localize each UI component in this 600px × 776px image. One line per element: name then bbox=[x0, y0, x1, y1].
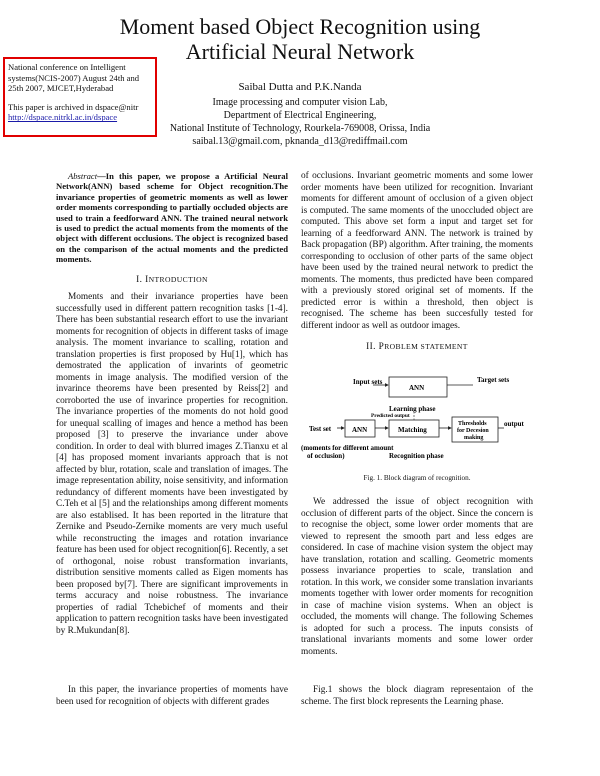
section-1-title-rest: NTRODUCTION bbox=[148, 274, 208, 284]
dspace-link[interactable]: http://dspace.nitrkl.ac.in/dspace bbox=[8, 112, 118, 123]
diagram-ann-label: ANN bbox=[409, 384, 425, 392]
author-block bbox=[150, 81, 450, 148]
diagram-output-label: output bbox=[504, 420, 524, 428]
section-1-paragraph-2: In this paper, the invariance properties of moments have been used for recognition of objects with different grades bbox=[56, 685, 288, 707]
section-2-heading bbox=[301, 341, 533, 354]
title-line-1: Moment based Object Recognition using bbox=[119, 14, 481, 39]
section-2-para-text: We addressed the issue of object recognition with occlusion of different parts of the object. Since the concern is to recognise the object, some lower order moments that are viewed to represent the smooth part and less edges are considered. In case of machine vision system the object may have translation, rotation and scalling. Geometric moments possess invariance properties to scale, translation and rotation. In this work, we consider some translation invariants moments together with lower order moments for recognition in case of machine vision systems. When an object is occluded, the moments will change. The following Schemes is adopted for such a process. The inputs consists of translational invariants moments and some lower order moments. bbox=[301, 497, 533, 657]
diagram-recognition-phase-label: Recognition phase bbox=[389, 452, 444, 460]
diagram-matching-label: Matching bbox=[398, 426, 427, 434]
abstract-label: Abstract bbox=[68, 171, 98, 181]
section-1-paragraph: Moments and their invariance properties have been successfully used in different pattern recognition tasks [1-4]. There has been substantial research effort to use the invariant moments for recognition of objects in different tasks of image analysis. The moment invariance to scalling, rotation and translation properties is first proposed by Hu[1], which has demostrated the application of invarints of geometric moments in image analysis. The modified version of the invarince theorems have been presented by Reiss[2] and corroborted the use of invarince properties for recognition. The invariance properties of the moments do not hold good for unequal scalling of images and hence a method has been proposed [3] to preserve the invariance under above condition. In order to deal with blurred images Z.Tianxu et al [4] has proposed moment invariants approach that is not affected by blur, rotation, scale and translation of images. The image representation ability, noise sensitivity, and information redundancy of different moments have been investigated by C.Teh et al [5] and the relationships among different moments are also establised. It has been reported in the litrature that Zernike and Pseudo-Zernike moments are very much useful while reconstructing the images and rotation invariance feature has been used for object recognition[6]. Recently, a set of orthogonal, noise robust transformation invariants, distribution sensitive moments called as Eigen moments has been proposed by[7]. There are significant improvements in terms accuracy and noise robustness. The invariance properties of radial Tchebichef of moments and their application to pattern recognition tasks have been investigated by R.Mukundan[8]. bbox=[56, 292, 288, 636]
block-diagram bbox=[301, 370, 533, 470]
diagram-thresholds-label: Thresholds bbox=[458, 421, 487, 427]
section-2-title-rest: ROBLEM STATEMENT bbox=[384, 342, 468, 351]
section-1-heading bbox=[56, 274, 288, 287]
note-line-1: National conference on Intelligent bbox=[8, 62, 126, 72]
diagram-moments-label-1: (moments for different amount bbox=[301, 444, 394, 452]
right-intro-paragraph: of occlusions. Invariant geometric moments and some lower order moments have been utilized for recognition. Invariant moments for different amount of occlusion of a given object is computed. The same moments of the unoccluded object are computed. This above set form a input and target set for learning of a feedforward ANN. The network is trained by Back propagation (BP) algorithm. After training, the moments corresponding to occlusion of other parts of the same object have been used by the trained neural network to predict the moments. The moments, thus predicted have been compared with a previously stored original set of moments. If the predicted error is within a threshold, then object is recognised. The scheme has been succesfully tested for different indoor as well as outdoor images. bbox=[301, 171, 533, 331]
author-dept: Department of Electrical Engineering, bbox=[223, 110, 377, 121]
author-institute: National Institute of Technology, Rourkela-769008, Orissa, India bbox=[169, 123, 431, 134]
author-names: Saibal Dutta and P.K.Nanda bbox=[238, 81, 362, 93]
note-line-4: This paper is archived in dspace@nitr bbox=[8, 101, 139, 112]
diagram-ann2-label: ANN bbox=[352, 426, 368, 434]
diagram-test-set-label: Test set bbox=[309, 425, 332, 433]
diagram-making-label: making bbox=[464, 435, 484, 441]
section-2-paragraph bbox=[301, 497, 533, 658]
conference-note-box bbox=[3, 57, 157, 137]
diagram-input-sets-label: Input sets bbox=[353, 378, 383, 386]
section-2-number: II. bbox=[366, 342, 376, 352]
section-1-title-first: I bbox=[145, 274, 149, 285]
diagram-for-decision-label: for Decesion bbox=[457, 428, 489, 434]
title-line-2: Artificial Neural Network bbox=[185, 39, 415, 64]
figure-caption: Fig. 1. Block diagram of recognition. bbox=[363, 474, 471, 482]
left-column bbox=[56, 171, 288, 637]
diagram-moments-label-2: of occlusion) bbox=[307, 452, 345, 460]
note-line-3: 25th 2007, MJCET,Hyderabad bbox=[8, 83, 114, 94]
abstract-text: —In this paper, we propose a Artificial Neural Network(ANN) based scheme for Object recognition.The invariance properties of geometric moments as well as lower order moments corresponding to partially occluded objects are used to train a feedforward ANN. The trained neural network is used to predict the actual moments from the moments of the object with different occlusions. The object is recognized based on the comparison of the actual moments and the predicted moments. bbox=[56, 171, 288, 265]
author-email: saibal.13@gmail.com, pknanda_d13@rediffmail.com bbox=[192, 136, 408, 147]
diagram-learning-phase-label: Learning phase bbox=[389, 405, 436, 413]
note-line-2: systems(NCIS-2007) August 24th and bbox=[8, 72, 140, 83]
section-2-paragraph-2: Fig.1 shows the block diagram representaion of the scheme. The first block represents the Learning phase. bbox=[301, 685, 533, 707]
section-2-title-first: P bbox=[378, 342, 385, 352]
diagram-target-sets-label: Target sets bbox=[477, 376, 510, 384]
section-1-number: I. bbox=[136, 274, 143, 285]
right-column-intro bbox=[301, 171, 533, 360]
abstract bbox=[56, 171, 288, 265]
diagram-predicted-output-label: Predicted output bbox=[371, 413, 410, 419]
author-lab: Image processing and computer vision Lab, bbox=[212, 97, 388, 108]
